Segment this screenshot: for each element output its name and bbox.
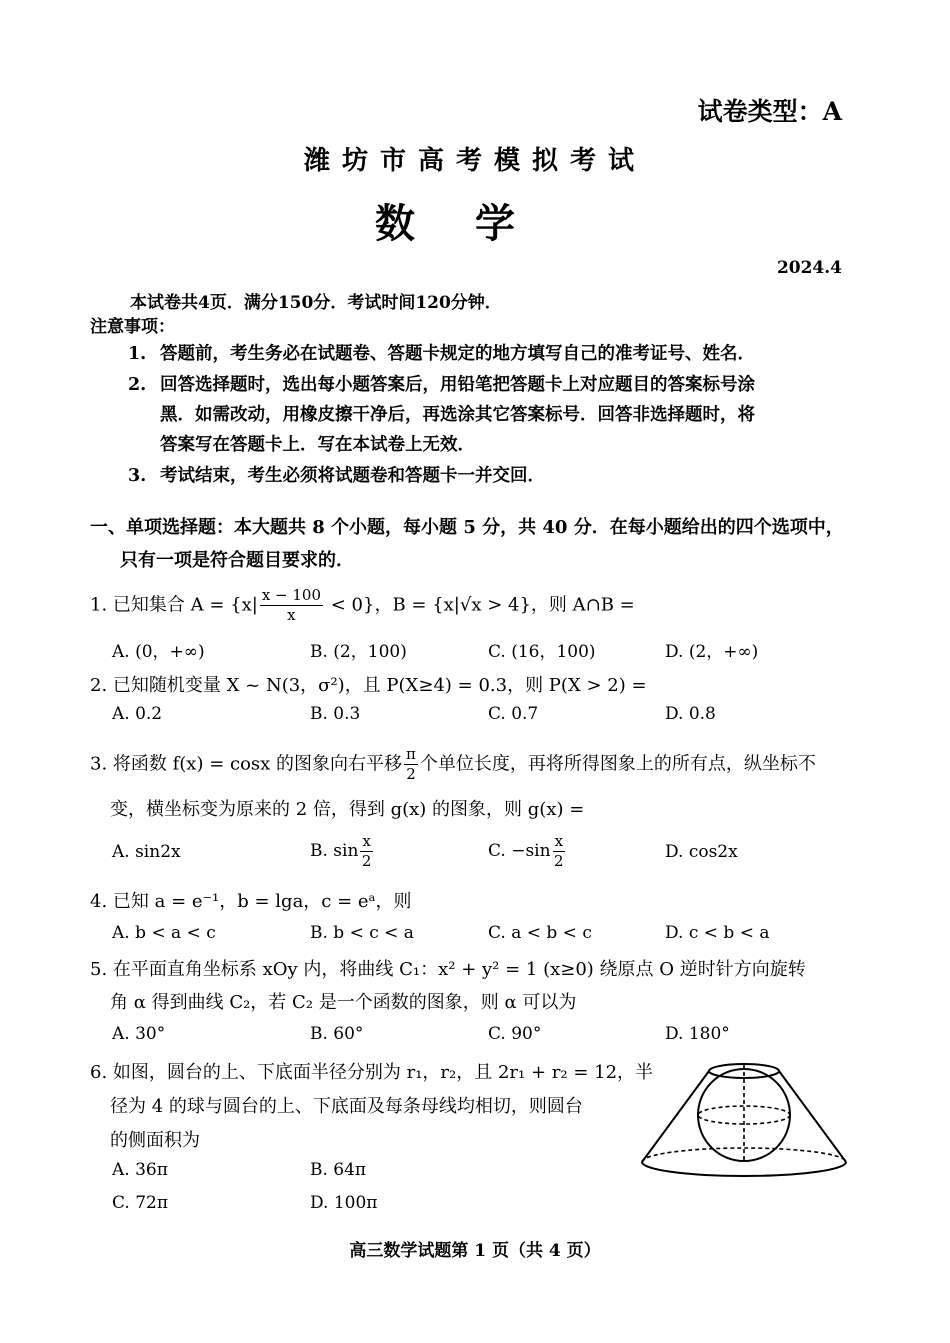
subject-title: 数学 — [375, 200, 575, 247]
question-3-cont: 变，横坐标变为原来的 2 倍，得到 g(x) 的图象，则 g(x) = — [110, 799, 585, 820]
question-text: 3. 将函数 f(x) = cosx 的图象向右平移 — [90, 753, 403, 775]
frustum-inscribed-sphere-figure — [636, 1055, 852, 1185]
q6-option-c: C. 72π — [112, 1193, 169, 1213]
question-3 — [90, 747, 816, 782]
notice-number: 1. — [128, 344, 147, 364]
notice-text: 回答选择题时，选出每小题答案后，用铅笔把答题卡上对应题目的答案标号涂 — [160, 375, 755, 395]
fraction-numerator: π — [406, 745, 416, 763]
q1-option-b: B. (2，100) — [310, 642, 407, 662]
question-4: 4. 已知 a = e⁻¹，b = lga，c = eᵃ，则 — [90, 891, 412, 912]
q4-option-a: A. b < a < c — [112, 923, 216, 943]
exam-date: 2024.4 — [776, 258, 842, 278]
section-heading: 一、单项选择题：本大题共 8 个小题，每小题 5 分，共 40 分．在每小题给出的四个选项中， — [90, 517, 844, 538]
fraction-denominator: x — [287, 606, 296, 624]
question-6-cont: 的侧面积为 — [110, 1130, 200, 1151]
exam-intro: 本试卷共4页．满分150分．考试时间120分钟． — [130, 293, 502, 313]
q5-option-b: B. 60° — [310, 1024, 364, 1044]
notice-heading: 注意事项： — [90, 317, 175, 337]
notice-number: 3. — [128, 466, 147, 486]
fraction — [553, 834, 565, 869]
fraction-numerator: x — [362, 832, 371, 850]
q2-option-c: C. 0.7 — [488, 704, 539, 724]
question-6-cont: 径为 4 的球与圆台的上、下底面及每条母线均相切，则圆台 — [110, 1096, 583, 1117]
fraction — [404, 747, 418, 782]
option-text: C. −sin — [488, 841, 551, 861]
q2-option-b: B. 0.3 — [310, 704, 361, 724]
fraction — [260, 588, 323, 623]
q3-option-b — [310, 834, 375, 869]
q1-option-c: C. (16，100) — [488, 642, 596, 662]
paper-type: 试卷类型：A — [697, 97, 842, 126]
notice-number: 2. — [128, 375, 147, 395]
q2-option-a: A. 0.2 — [112, 704, 163, 724]
q4-option-c: C. a < b < c — [488, 923, 592, 943]
option-text: B. sin — [310, 841, 359, 861]
question-text: < 0}，B = {x|√x > 4}，则 A∩B = — [325, 594, 635, 616]
notice-item-3 — [128, 462, 545, 487]
question-text: 1. 已知集合 A = {x| — [90, 594, 258, 616]
question-6: 6. 如图，圆台的上、下底面半径分别为 r₁，r₂，且 2r₁ + r₂ = 12，半 — [90, 1062, 654, 1083]
fraction-denominator: 2 — [406, 765, 416, 783]
question-5-cont: 角 α 得到曲线 C₂，若 C₂ 是一个函数的图象，则 α 可以为 — [110, 992, 577, 1013]
notice-text: 答题前，考生务必在试题卷、答题卡规定的地方填写自己的准考证号、姓名． — [160, 344, 755, 364]
fraction-numerator: x − 100 — [261, 586, 322, 604]
notice-text-cont: 黑．如需改动，用橡皮擦干净后，再选涂其它答案标号．回答非选择题时，将 — [160, 405, 755, 425]
q4-option-d: D. c < b < a — [665, 923, 770, 943]
q6-option-d: D. 100π — [310, 1193, 378, 1213]
question-1 — [90, 588, 635, 623]
fraction-denominator: 2 — [361, 852, 372, 870]
notice-text: 考试结束，考生必须将试题卷和答题卡一并交回． — [160, 466, 545, 486]
q4-option-b: B. b < c < a — [310, 923, 414, 943]
q5-option-a: A. 30° — [112, 1024, 166, 1044]
page-footer: 高三数学试题第 1 页（共 4 页） — [349, 1241, 601, 1261]
q6-option-a: A. 36π — [112, 1160, 168, 1180]
q3-option-a: A. sin2x — [112, 842, 181, 862]
question-2: 2. 已知随机变量 X ~ N(3，σ²)，且 P(X≥4) = 0.3，则 P(X > 2) = — [90, 675, 647, 696]
q5-option-d: D. 180° — [665, 1024, 730, 1044]
q5-option-c: C. 90° — [488, 1024, 542, 1044]
q3-option-d: D. cos2x — [665, 842, 738, 862]
fraction-numerator: x — [554, 832, 564, 850]
notice-item-1 — [128, 340, 755, 365]
q1-option-a: A. (0，+∞) — [112, 642, 205, 662]
fraction-denominator: 2 — [554, 852, 564, 870]
fraction — [360, 834, 372, 869]
exam-title: 潍坊市高考模拟考试 — [303, 146, 646, 176]
q2-option-d: D. 0.8 — [665, 704, 716, 724]
question-text: 个单位长度，再将所得图象上的所有点，纵坐标不 — [419, 753, 816, 775]
q3-option-c — [488, 834, 567, 869]
notice-text-cont: 答案写在答题卡上．写在本试卷上无效． — [160, 435, 475, 455]
question-5: 5. 在平面直角坐标系 xOy 内，将曲线 C₁：x² + y² = 1 (x≥0) 绕原点 O 逆时针方向旋转 — [90, 959, 806, 980]
section-heading-cont: 只有一项是符合题目要求的． — [120, 550, 354, 571]
notice-item-2 — [128, 371, 755, 396]
q1-option-d: D. (2，+∞) — [665, 642, 759, 662]
q6-option-b: B. 64π — [310, 1160, 367, 1180]
